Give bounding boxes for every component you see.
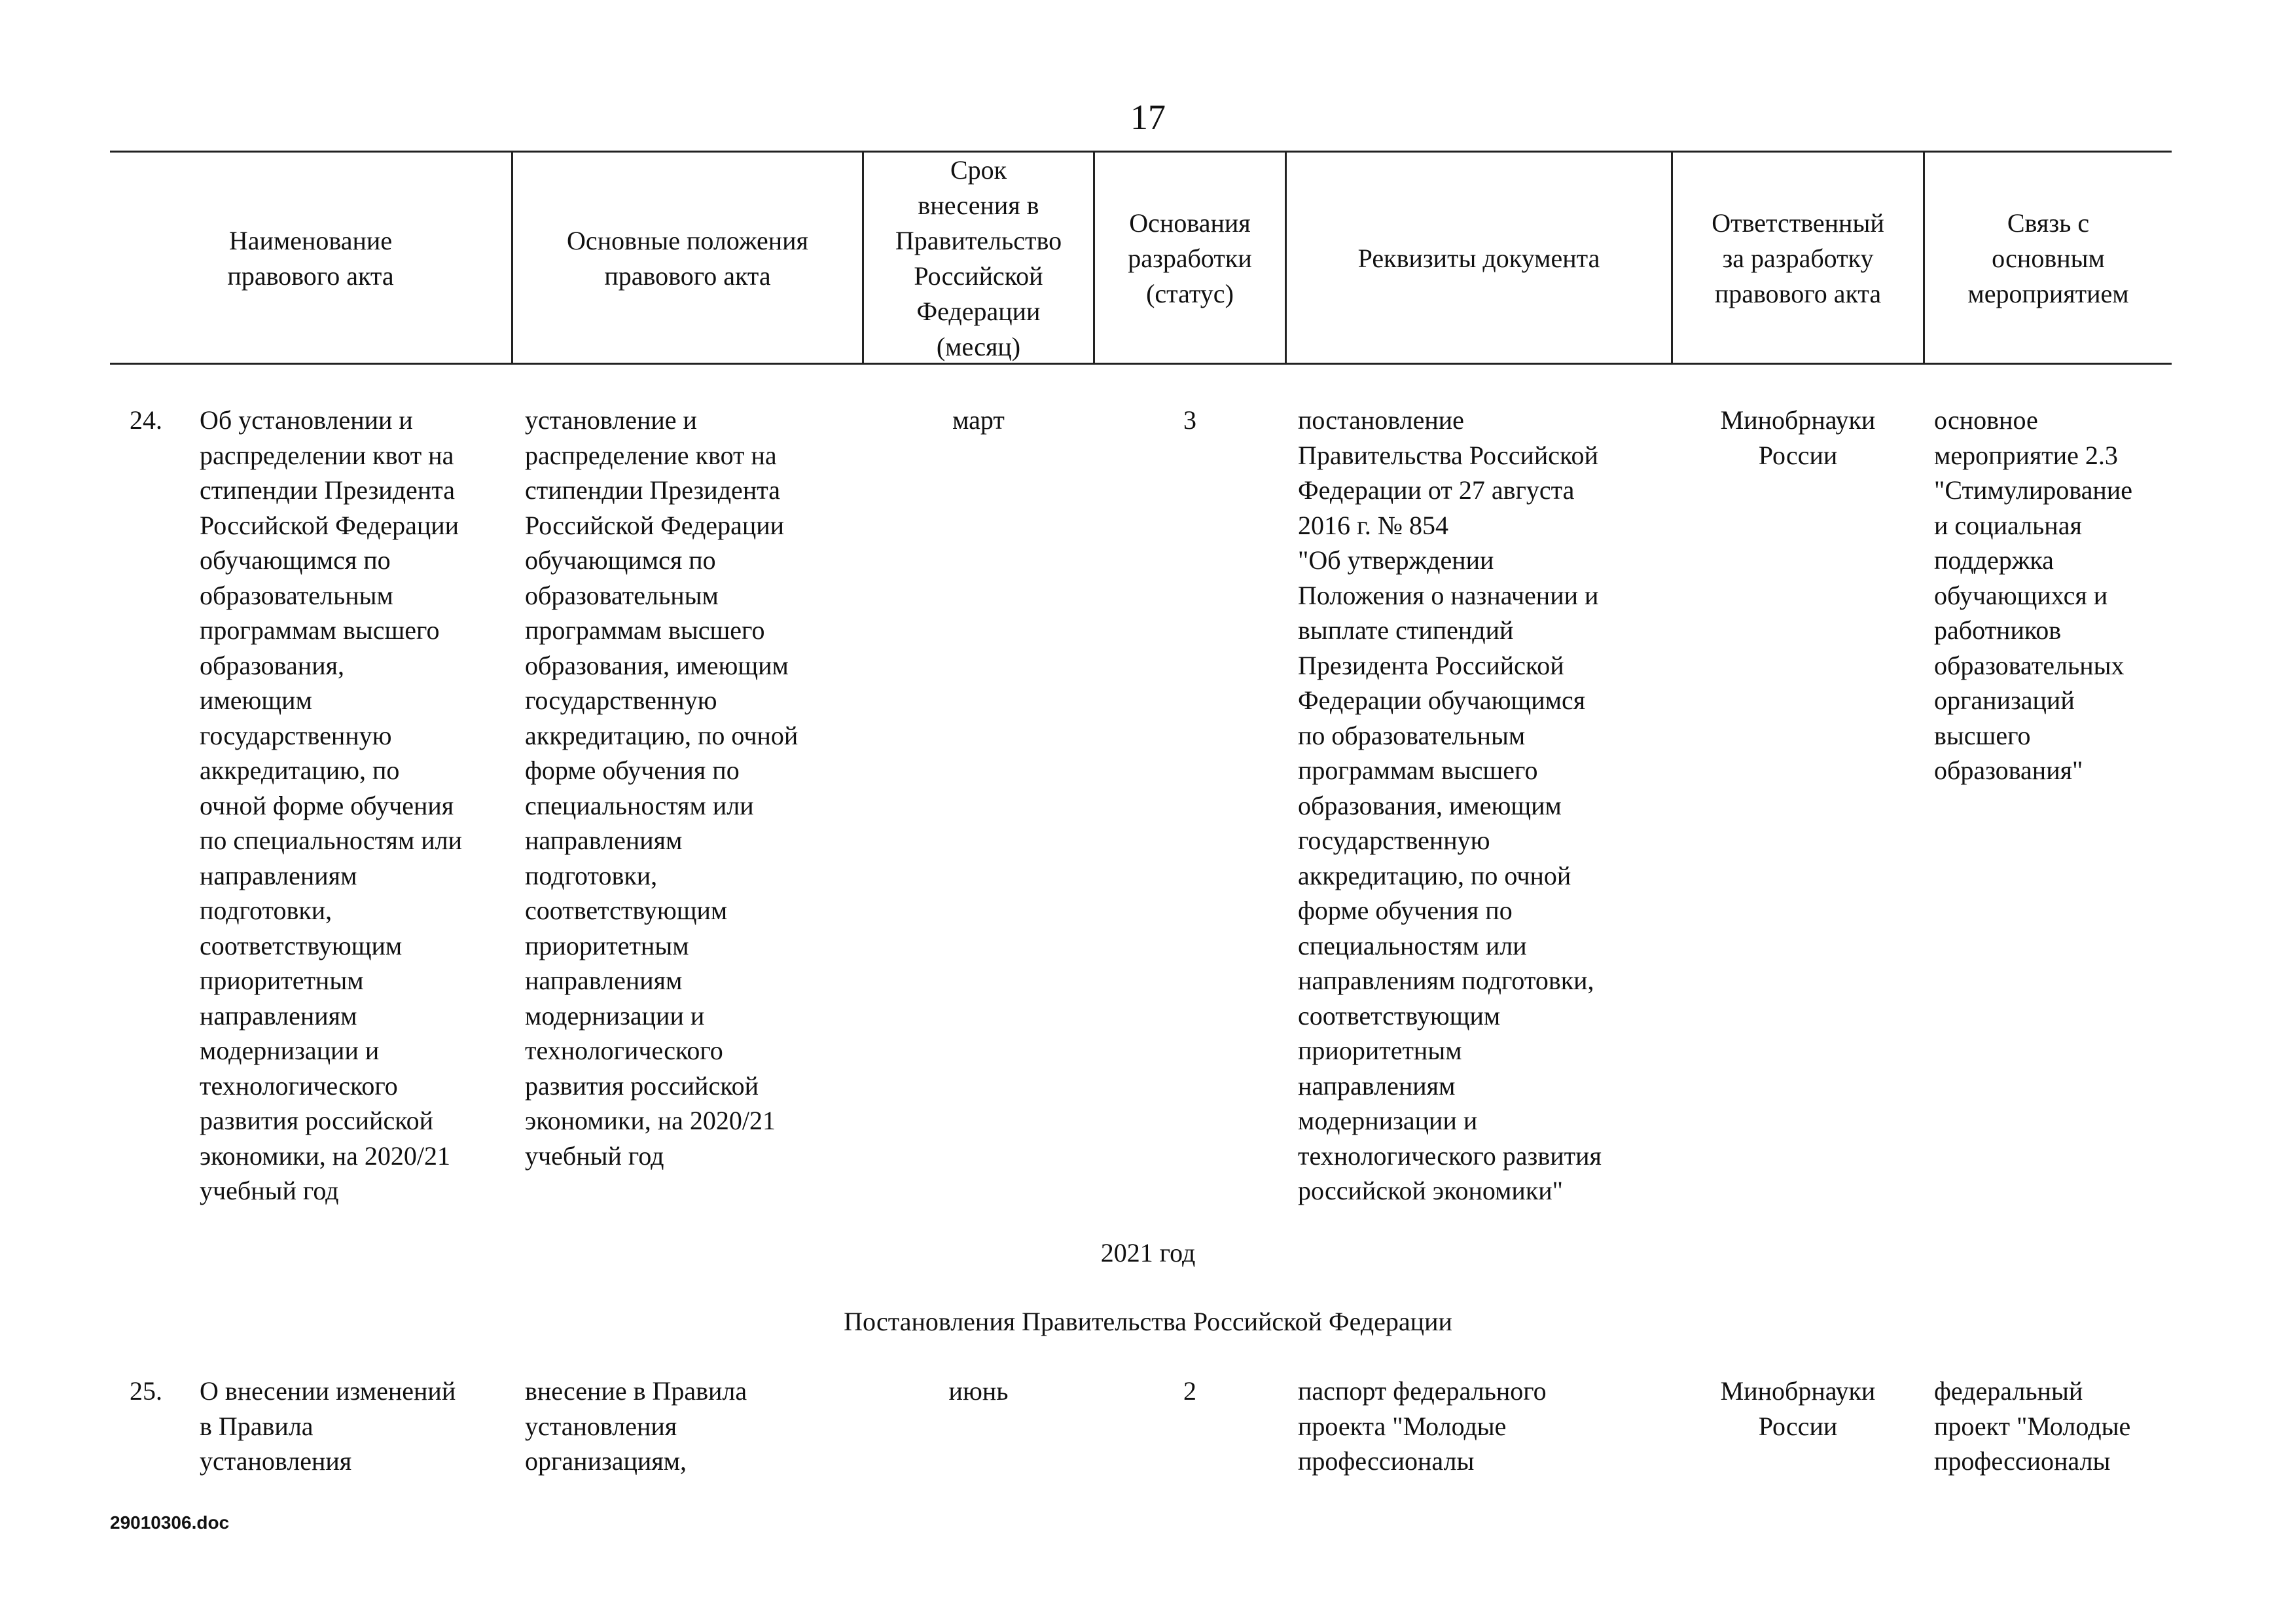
row-link: федеральный проект "Молодые профессионалы bbox=[1934, 1376, 2131, 1476]
section-subtitle: Постановления Правительства Российской Федерации bbox=[844, 1307, 1452, 1336]
header-col-provisions: Основные положения правового акта bbox=[567, 225, 808, 291]
row-name: Об установлении и распределении квот на стипендии Президента Российской Федерации обучающимся по образовательным программам высшего образования, имеющим государственную аккредитацию, по очной форме обучения по специальностям или направлениям подготовки, соответствующим приоритетным направлениям модернизации и технологического развития российской экономики, на 2020/21 учебный год bbox=[200, 405, 463, 1205]
section-year: 2021 год bbox=[1100, 1238, 1196, 1267]
row-deadline: март bbox=[952, 405, 1005, 435]
row-basis: 3 bbox=[1183, 405, 1196, 435]
header-col-responsible: Ответственный за разработку правового акта bbox=[1712, 208, 1884, 308]
row-link: основное мероприятие 2.3 "Стимулирование и социальная поддержка обучающихся и работников образовательных организаций высшего образования" bbox=[1934, 405, 2132, 785]
row-responsible: Минобрнауки России bbox=[1720, 405, 1876, 470]
row-number: 25. bbox=[130, 1376, 162, 1406]
row-provisions: внесение в Правила установления организациям, bbox=[525, 1376, 747, 1476]
row-name: О внесении изменений в Правила установления bbox=[200, 1376, 456, 1476]
footer-filename: 29010306.doc bbox=[110, 1512, 230, 1533]
header-col-link: Связь с основным мероприятием bbox=[1967, 208, 2129, 308]
row-basis: 2 bbox=[1183, 1376, 1196, 1406]
page-number: 17 bbox=[1130, 98, 1166, 137]
row-requisites: постановление Правительства Российской Федерации от 27 августа 2016 г. № 854 "Об утверждении Положения о назначении и выплате стипендий Президента Российской Федерации обучающимся по образовательным программам высшего образования, имеющим государственную аккредитацию, по очной форме обучения по специальностям или направлениям подготовки, соответствующим приоритетным направлениям модернизации и технологического развития российской экономики" bbox=[1298, 405, 1602, 1205]
header-col-requisites: Реквизиты документа bbox=[1357, 243, 1600, 273]
row-number: 24. bbox=[130, 405, 162, 435]
header-col-name: Наименование правового акта bbox=[227, 225, 394, 291]
header-col-deadline: Срок внесения в Правительство Российской Федерации (месяц) bbox=[895, 155, 1062, 361]
row-responsible: Минобрнауки России bbox=[1720, 1376, 1876, 1441]
row-provisions: установление и распределение квот на стипендии Президента Российской Федерации обучающимся по образовательным программам высшего образования, имеющим государственную аккредитацию, по очной форме обучения по специальностям или направлениям подготовки, соответствующим приоритетным направлениям модернизации и технологического развития российской экономики, на 2020/21 учебный год bbox=[525, 405, 798, 1171]
row-deadline: июнь bbox=[948, 1376, 1009, 1406]
row-requisites: паспорт федерального проекта "Молодые профессионалы bbox=[1298, 1376, 1547, 1476]
header-col-basis: Основания разработки (статус) bbox=[1128, 208, 1252, 308]
